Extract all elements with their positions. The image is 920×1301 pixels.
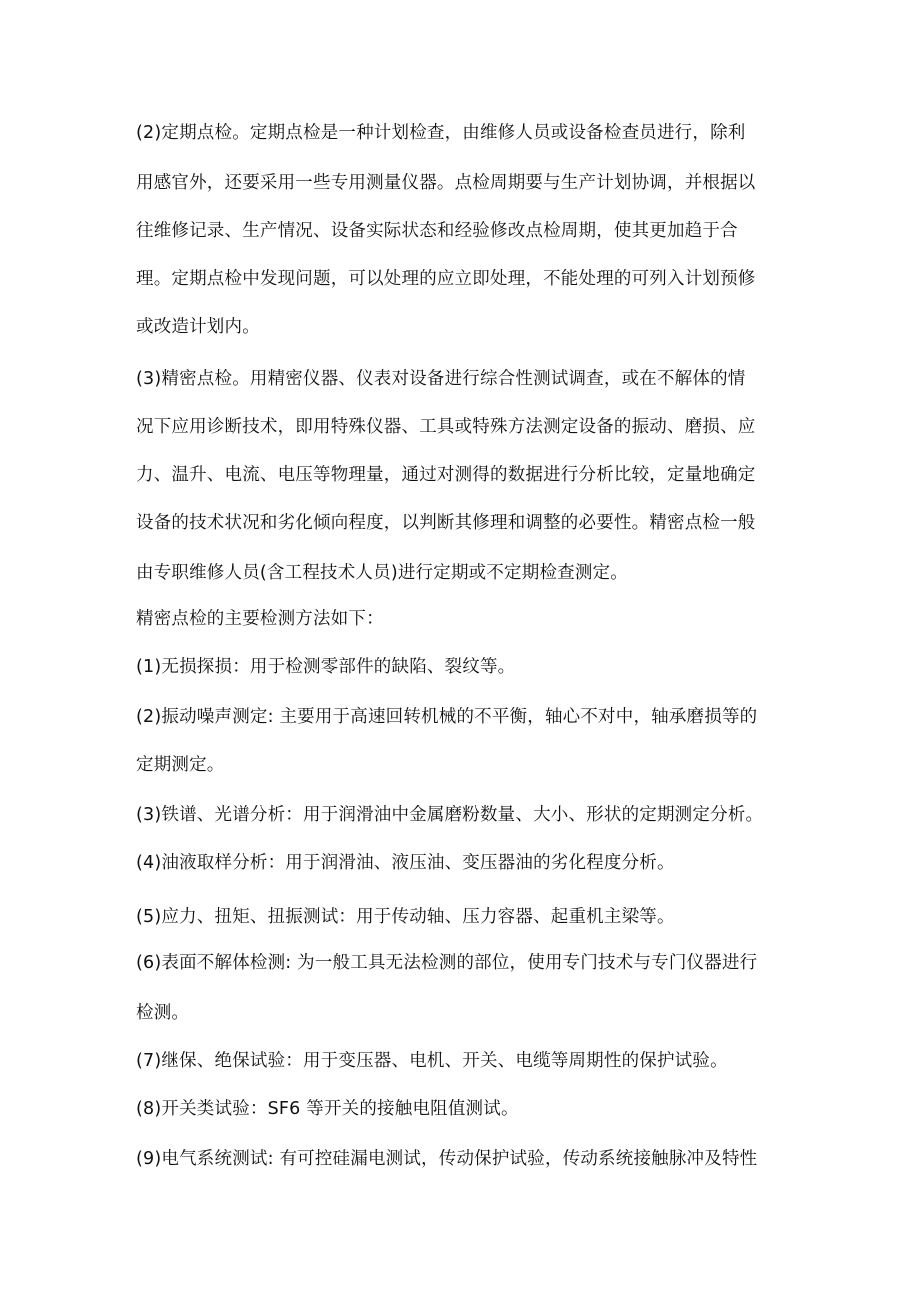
text-line: (9)电气系统测试: 有可控硅漏电测试，传动保护试验，传动系统接触脉冲及特性 — [136, 1149, 758, 1169]
text-line: 理。定期点检中发现问题，可以处理的应立即处理，不能处理的可列入计划预修 — [136, 269, 756, 289]
text-line: 或改造计划内。 — [136, 317, 260, 337]
text-line: 由专职维修人员(含工程技术人员)进行定期或不定期检查测定。 — [136, 563, 628, 583]
text-line: (3)铁谱、光谱分析：用于润滑油中金属磨粉数量、大小、形状的定期测定分析。 — [136, 805, 764, 825]
text-line: (2)振动噪声测定: 主要用于高速回转机械的不平衡，轴心不对中，轴承磨损等的 — [136, 707, 758, 727]
text-line: (1)无损探损：用于检测零部件的缺陷、裂纹等。 — [136, 657, 516, 677]
text-line: 精密点检的主要检测方法如下： — [136, 609, 384, 629]
text-line: (2)定期点检。定期点检是一种计划检查，由维修人员或设备检查员进行，除利 — [136, 123, 746, 143]
text-line: 往维修记录、生产情况、设备实际状态和经验修改点检周期，使其更加趋于合 — [136, 221, 738, 241]
text-line: 检测。 — [136, 1003, 190, 1023]
text-line: (6)表面不解体检测: 为一般工具无法检测的部位，使用专门技术与专门仪器进行 — [136, 953, 758, 973]
text-line: 用感官外，还要采用一些专用测量仪器。点检周期要与生产计划协调，并根据以 — [136, 173, 756, 193]
text-line: 况下应用诊断技术，即用特殊仪器、工具或特殊方法测定设备的振动、磨损、应 — [136, 417, 756, 437]
text-line: 设备的技术状况和劣化倾向程度，以判断其修理和调整的必要性。精密点检一般 — [136, 513, 756, 533]
text-line: 力、温升、电流、电压等物理量，通过对测得的数据进行分析比较，定量地确定 — [136, 465, 756, 485]
text-line: (3)精密点检。用精密仪器、仪表对设备进行综合性测试调查，或在不解体的情 — [136, 369, 746, 389]
text-line: (5)应力、扭矩、扭振测试：用于传动轴、压力容器、起重机主梁等。 — [136, 907, 675, 927]
text-line: (4)油液取样分析：用于润滑油、液压油、变压器油的劣化程度分析。 — [136, 853, 675, 873]
text-line: 定期测定。 — [136, 755, 225, 775]
text-line: (7)继保、绝保试验：用于变压器、电机、开关、电缆等周期性的保护试验。 — [136, 1051, 728, 1071]
text-line: (8)开关类试验：SF6 等开关的接触电阻值测试。 — [136, 1099, 519, 1119]
